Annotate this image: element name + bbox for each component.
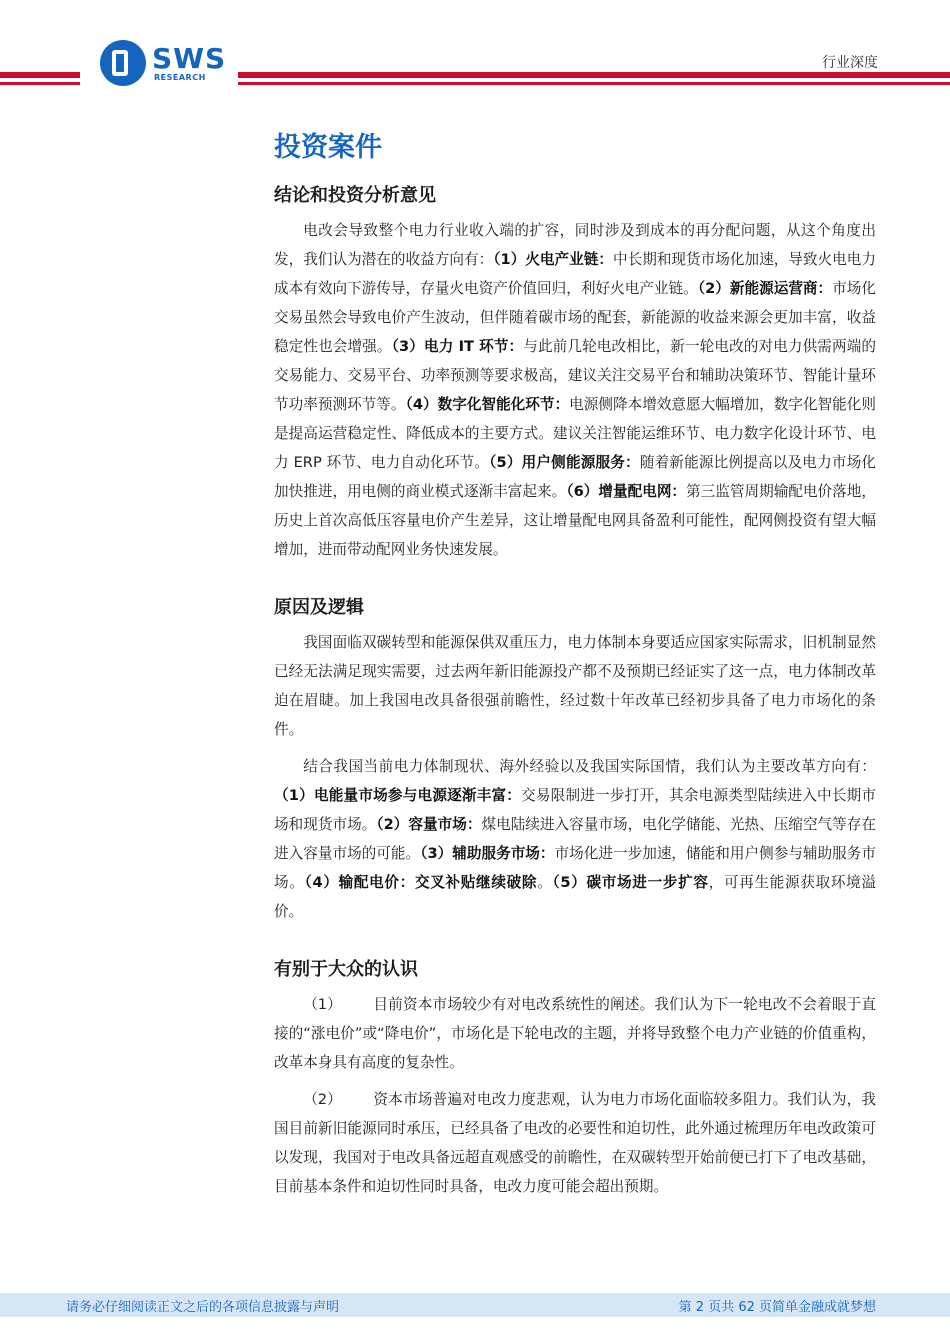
section-title-reasons: 原因及逻辑	[274, 597, 364, 618]
page-title: 投资案件	[274, 132, 382, 163]
header-rule-right	[238, 72, 950, 78]
view-item-2: （2） 资本市场普遍对电改力度悲观，认为电力市场化面临较多阻力。我们认为，我国目前新旧能源同时承压，已经具备了电改的必要性和迫切性，此外通过梳理历年电改政策可以发现，我国对于电改具备远超直观感受的前瞻性，在双碳转型开始前便已打下了电改基础，目前基本条件和迫切性同时具备，电改力度可能会超出预期。	[274, 1091, 876, 1195]
reasons-paragraph-1: 我国面临双碳转型和能源保供双重压力，电力体制本身要适应国家实际需求，旧机制显然已经无法满足现实需要，过去两年新旧能源投产都不及预期已经证实了这一点，电力体制改革迫在眉睫。加上我国电改具备很强前瞻性，经过数十年改革已经初步具备了电力市场化的条件。	[274, 634, 876, 738]
reasons-paragraph-2: 结合我国当前电力体制现状、海外经验以及我国实际国情，我们认为主要改革方向有：（1）电能量市场参与电源逐渐丰富：交易限制进一步打开，其余电源类型陆续进入中长期市场和现货市场。（2）容量市场：煤电陆续进入容量市场，电化学储能、光热、压缩空气等存在进入容量市场的可能。（3）辅助服务市场：市场化进一步加速，储能和用户侧参与辅助服务市场。（4）输配电价：交叉补贴继续破除。（5）碳市场进一步扩容，可再生能源获取环境溢价。	[274, 758, 876, 920]
report-body	[274, 128, 876, 1201]
conclusion-paragraph: 电改会导致整个电力行业收入端的扩容，同时涉及到成本的再分配问题，从这个角度出发，我们认为潜在的收益方向有：（1）火电产业链：中长期和现货市场化加速，导致火电电力成本有效向下游传导，存量火电资产价值回归，利好火电产业链。（2）新能源运营商：市场化交易虽然会导致电价产生波动，但伴随着碳市场的配套，新能源的收益来源会更加丰富，收益稳定性也会增强。（3）电力 IT 环节：与此前几轮电改相比，新一轮电改的对电力供需两端的交易能力、交易平台、功率预测等要求极高，建议关注交易平台和辅助决策环节、智能计量环节功率预测环节等。（4）数字化智能化环节：电源侧降本增效意愿大幅增加，数字化智能化则是提高运营稳定性、降低成本的主要方式。建议关注智能运维环节、电力数字化设计环节、电力 ERP 环节、电力自动化环节。（5）用户侧能源服务：随着新能源比例提高以及电力市场化加快推进，用电侧的商业模式逐渐丰富起来。（6）增量配电网：第三监管周期输配电价落地，历史上首次高低压容量电价产生差异，这让增量配电网具备盈利可能性，配网侧投资有望大幅增加，进而带动配网业务快速发展。	[274, 222, 876, 558]
section-title-differentiated-view: 有别于大众的认识	[274, 959, 418, 980]
header-rule-left-thin	[0, 82, 80, 85]
view-item-1: （1） 目前资本市场较少有对电改系统性的阐述。我们认为下一轮电改不会着眼于直接的“涨电价”或“降电价”，市场化是下轮电改的主题，并将导致整个电力产业链的价值重构，改革本身具有高度的复杂性。	[274, 996, 876, 1071]
sws-logo	[100, 40, 235, 88]
logo-text: SWS	[152, 42, 227, 75]
page-footer	[0, 1293, 950, 1317]
header-rule-left	[0, 72, 80, 78]
footer-disclaimer: 请务必仔细阅读正文之后的各项信息披露与声明	[66, 1300, 340, 1315]
sws-logo-icon	[100, 40, 146, 86]
report-category: 行业深度	[822, 55, 878, 71]
footer-page-info: 第 2 页共 62 页简单金融成就梦想	[678, 1300, 876, 1315]
logo-subtext: RESEARCH	[154, 73, 206, 82]
header-rule-right-thin	[238, 82, 950, 85]
section-title-conclusion: 结论和投资分析意见	[274, 185, 436, 206]
